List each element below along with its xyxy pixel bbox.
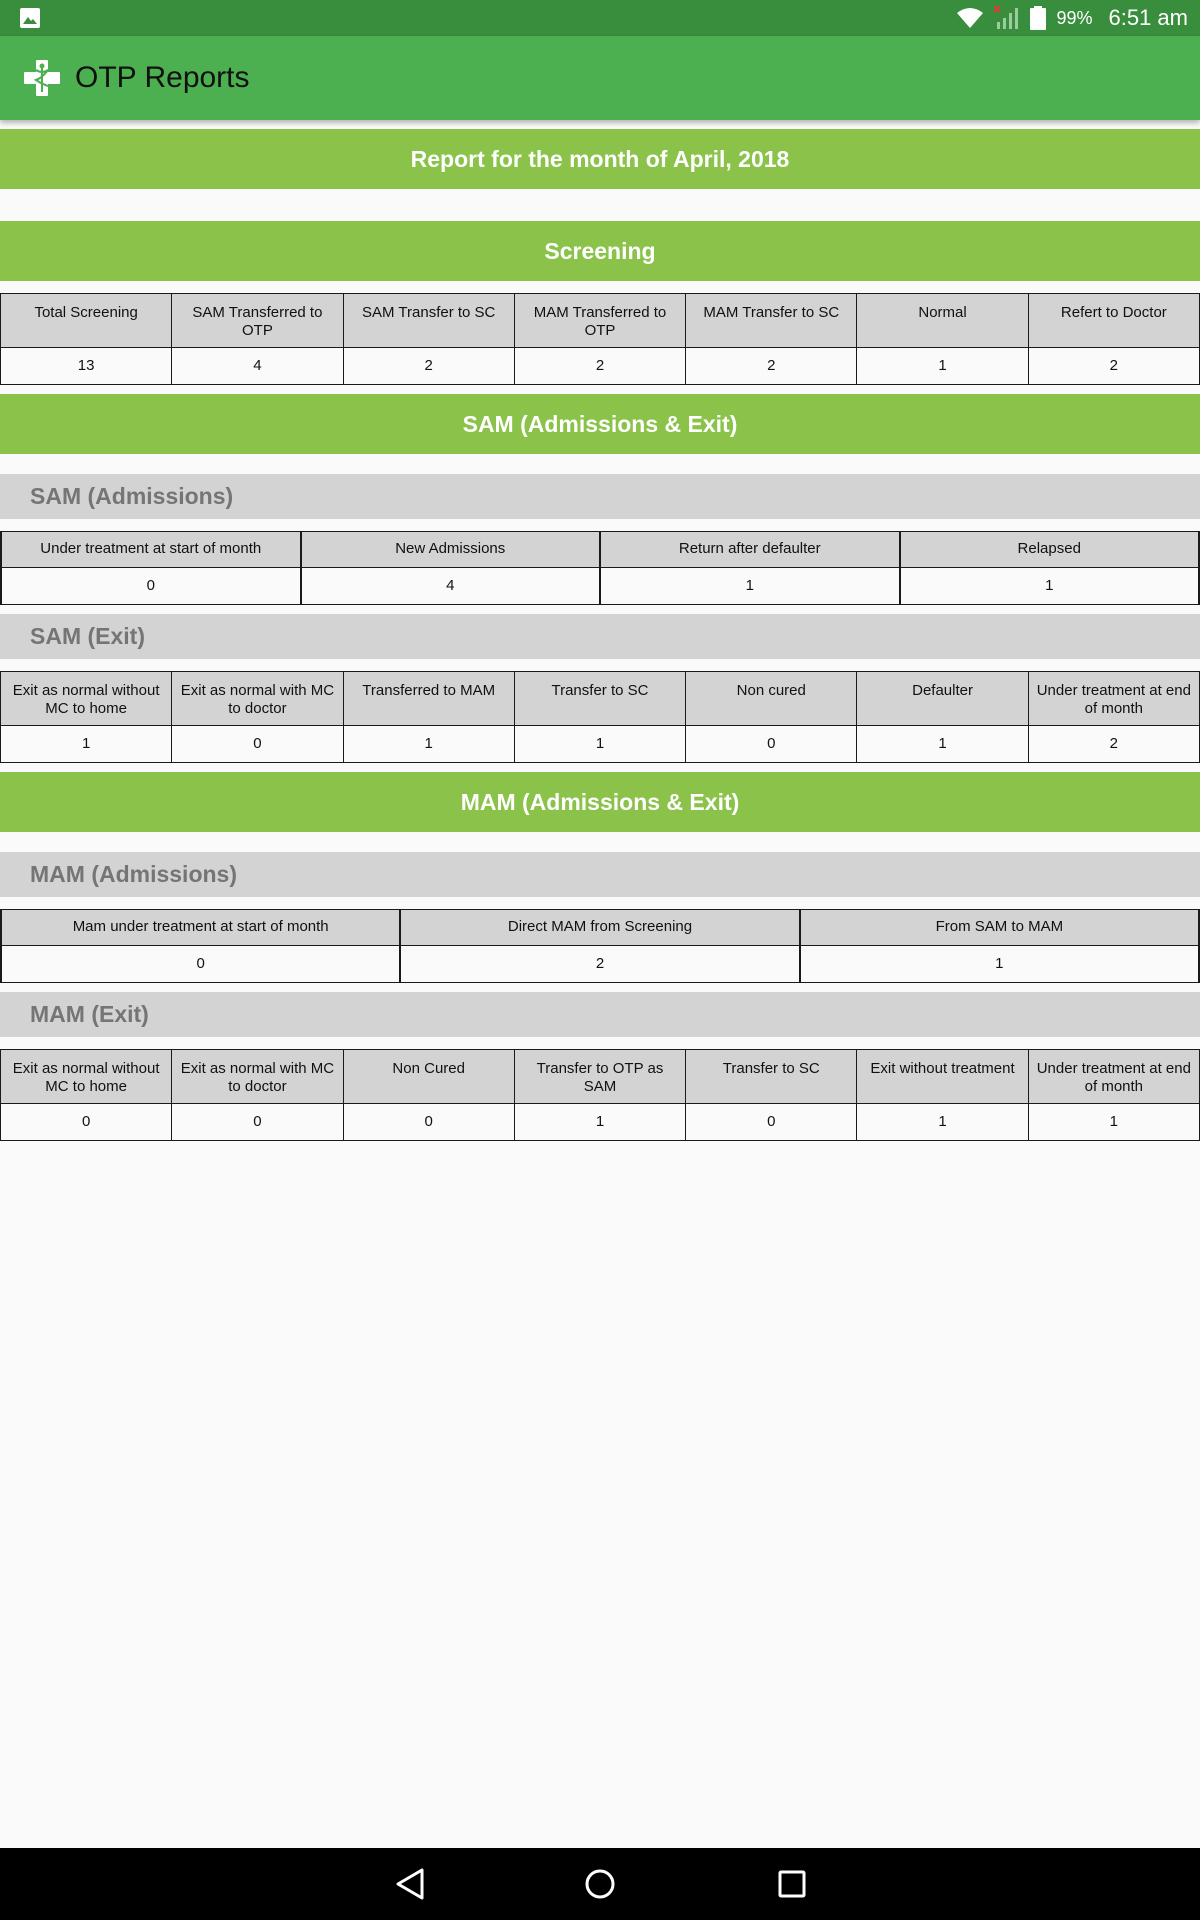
home-icon[interactable] (582, 1866, 618, 1902)
caduceus-logo-icon (22, 58, 62, 98)
battery-icon (1030, 6, 1046, 30)
table-row (1, 568, 1199, 605)
table-cell: 1 (857, 348, 1028, 385)
report-content (0, 120, 1200, 1141)
table-cell: 1 (343, 726, 514, 763)
table-header-cell: Under treatment at start of month (1, 532, 301, 568)
table-header-cell: Normal (857, 294, 1028, 348)
table-cell: 0 (343, 1104, 514, 1141)
table-cell: 1 (1028, 1104, 1199, 1141)
mam-exit-subheader: MAM (Exit) (0, 992, 1200, 1037)
mam-section-header: MAM (Admissions & Exit) (0, 772, 1200, 832)
table-header-cell: Non Cured (343, 1050, 514, 1104)
report-month-banner: Report for the month of April, 2018 (0, 129, 1200, 189)
table-row (1, 348, 1200, 385)
sam-exit-table (0, 671, 1200, 763)
table-header-row (1, 672, 1200, 726)
table-header-cell: Total Screening (1, 294, 172, 348)
screening-section-header: Screening (0, 221, 1200, 281)
table-cell: 0 (172, 726, 343, 763)
recents-icon[interactable] (774, 1866, 810, 1902)
table-row (1, 1104, 1200, 1141)
table-header-row (1, 532, 1199, 568)
table-header-cell: From SAM to MAM (800, 910, 1199, 946)
table-cell: 1 (857, 726, 1028, 763)
table-header-cell: Return after defaulter (600, 532, 900, 568)
table-header-cell: Exit without treatment (857, 1050, 1028, 1104)
signal-icon (994, 6, 1020, 30)
table-header-cell: SAM Transferred to OTP (172, 294, 343, 348)
table-cell: 2 (343, 348, 514, 385)
table-cell: 2 (1028, 726, 1199, 763)
table-cell: 0 (1, 568, 301, 605)
table-cell: 1 (600, 568, 900, 605)
sam-section-header: SAM (Admissions & Exit) (0, 394, 1200, 454)
table-header-cell: Direct MAM from Screening (400, 910, 799, 946)
mam-exit-table (0, 1049, 1200, 1141)
table-header-cell: Transfer to SC (686, 1050, 857, 1104)
table-cell: 1 (857, 1104, 1028, 1141)
table-header-cell: Mam under treatment at start of month (1, 910, 400, 946)
image-icon (20, 8, 40, 28)
status-bar (0, 0, 1200, 36)
table-header-cell: Non cured (686, 672, 857, 726)
table-cell: 1 (514, 1104, 685, 1141)
sam-admissions-subheader: SAM (Admissions) (0, 474, 1200, 519)
mam-admissions-table (0, 909, 1200, 983)
table-row (1, 726, 1200, 763)
table-cell: 2 (400, 946, 799, 983)
table-header-cell: Exit as normal with MC to doctor (172, 1050, 343, 1104)
table-header-cell: Under treatment at end of month (1028, 1050, 1199, 1104)
table-header-cell: Exit as normal without MC to home (1, 672, 172, 726)
sam-exit-subheader: SAM (Exit) (0, 614, 1200, 659)
table-cell: 1 (900, 568, 1200, 605)
table-row (1, 946, 1199, 983)
table-header-cell: Defaulter (857, 672, 1028, 726)
table-header-cell: Relapsed (900, 532, 1200, 568)
table-cell: 1 (514, 726, 685, 763)
back-icon[interactable] (392, 1866, 428, 1902)
sam-admissions-table (0, 531, 1200, 605)
table-header-cell: Exit as normal without MC to home (1, 1050, 172, 1104)
table-cell: 4 (301, 568, 601, 605)
table-cell: 13 (1, 348, 172, 385)
table-cell: 2 (1028, 348, 1199, 385)
table-cell: 1 (800, 946, 1199, 983)
battery-percentage: 99% (1056, 7, 1093, 28)
table-header-row (1, 294, 1200, 348)
table-header-row (1, 1050, 1200, 1104)
table-header-row (1, 910, 1199, 946)
table-header-cell: Transfer to OTP as SAM (514, 1050, 685, 1104)
table-cell: 0 (686, 726, 857, 763)
page-title: OTP Reports (75, 61, 250, 94)
mam-admissions-subheader: MAM (Admissions) (0, 852, 1200, 897)
table-header-cell: Refert to Doctor (1028, 294, 1199, 348)
table-header-cell: MAM Transfer to SC (686, 294, 857, 348)
wifi-icon (956, 7, 984, 29)
navigation-bar (0, 1848, 1200, 1920)
table-cell: 0 (1, 1104, 172, 1141)
table-cell: 0 (1, 946, 400, 983)
table-cell: 2 (514, 348, 685, 385)
table-header-cell: MAM Transferred to OTP (514, 294, 685, 348)
table-header-cell: Exit as normal with MC to doctor (172, 672, 343, 726)
table-cell: 0 (686, 1104, 857, 1141)
table-header-cell: Under treatment at end of month (1028, 672, 1199, 726)
table-cell: 4 (172, 348, 343, 385)
table-header-cell: New Admissions (301, 532, 601, 568)
app-bar (0, 36, 1200, 120)
table-header-cell: SAM Transfer to SC (343, 294, 514, 348)
table-header-cell: Transfer to SC (514, 672, 685, 726)
table-cell: 1 (1, 726, 172, 763)
table-cell: 2 (686, 348, 857, 385)
table-header-cell: Transferred to MAM (343, 672, 514, 726)
table-cell: 0 (172, 1104, 343, 1141)
clock: 6:51 am (1108, 5, 1188, 30)
screening-table (0, 293, 1200, 385)
